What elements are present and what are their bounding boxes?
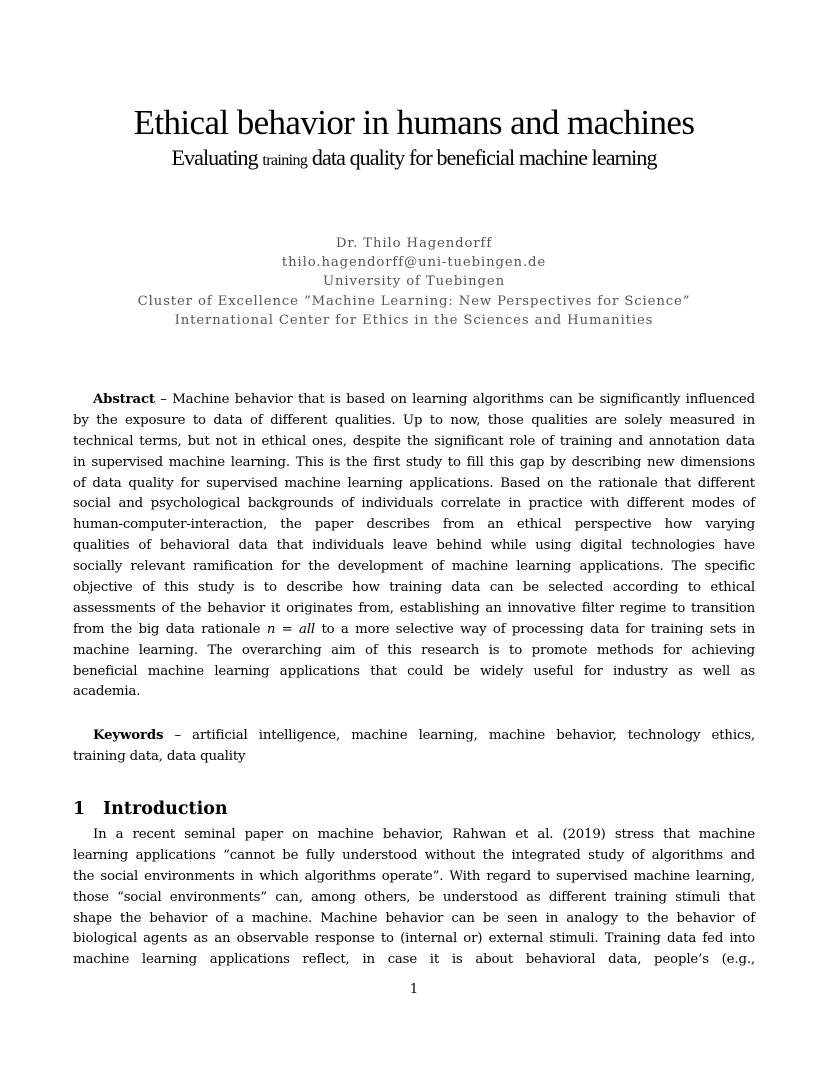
intro-paragraph [73,825,755,971]
intro-line: learning applications “cannot be fully understood without the integrated study of algorithms and [73,847,755,863]
abstract-line: by the exposure to data of different qualities. Up to now, those qualities are solely measured in [73,412,755,428]
section-title: Introduction [103,799,228,819]
abstract-line: qualities of behavioral data that individuals leave behind while using digital technologies have [73,538,755,554]
abstract-paragraph [73,390,755,703]
abstract-line: human-computer-interaction, the paper describes from an ethical perspective how varying [73,517,755,533]
abstract-line: from the big data rationale n = all to a more selective way of processing data for training sets in [73,621,755,637]
abstract-line: academia. [73,684,141,700]
intro-line: the social environments in which algorithms operate”. With regard to supervised machine learning, [73,868,755,884]
abstract-line: assessments of the behavior it originates from, establishing an innovative filter regime to transition [73,600,755,616]
abstract-line: social and psychological backgrounds of individuals correlate in practice with different modes of [73,496,755,512]
keywords-line: training data, data quality [73,748,246,764]
author-email: thilo.hagendorff@uni-tuebingen.de [281,255,547,271]
intro-line: machine learning applications reflect, in case it is about behavioral data, people’s (e.g., [73,952,755,968]
abstract-label: Abstract [93,392,155,407]
author-affiliation-university: University of Tuebingen [322,274,505,290]
intro-line: shape the behavior of a machine. Machine behavior can be seen in analogy to the behavior of [73,910,755,926]
author-affiliation-cluster: Cluster of Excellence “Machine Learning: New Perspectives for Science” [137,293,691,309]
author-affiliation-center: International Center for Ethics in the Sciences and Humanities [174,312,654,328]
abstract-line: beneficial machine learning applications that could be widely useful for industry as well as [73,663,755,679]
abstract-line: Abstract – Machine behavior that is based on learning algorithms can be significantly influenced [93,392,755,407]
subtitle-part-before: Evaluating [171,145,263,170]
page-number: 1 [409,982,419,997]
keywords-line: Keywords – artificial intelligence, machine learning, machine behavior, technology ethics, [93,728,755,743]
paper-title: Ethical behavior in humans and machines [133,103,695,142]
paper-subtitle [0,145,828,174]
abstract-line: machine learning. The overarching aim of this research is to promote methods for achieving [73,642,755,658]
intro-line: those “social environments” can, among others, be understood as different training stimuli that [73,889,755,905]
section-heading [73,797,228,821]
abstract-line: socially relevant ramification for the development of machine learning applications. The specific [73,559,755,575]
abstract-line: technical terms, but not in ethical ones, despite the significant role of training and annotation data [73,433,755,449]
section-number: 1 [73,799,86,819]
author-name: Dr. Thilo Hagendorff [335,236,493,251]
abstract-italic-formula: n = all [266,621,316,637]
intro-line: In a recent seminal paper on machine behavior, Rahwan et al. (2019) stress that machine [93,827,755,842]
abstract-line: objective of this study is to describe how training data can be selected according to ethical [73,580,755,596]
intro-line: biological agents as an observable response to (internal or) external stimuli. Training data fed into [73,931,755,947]
subtitle-part-after: data quality for beneficial machine learning [307,145,657,170]
author-block [0,234,828,330]
abstract-line: in supervised machine learning. This is the first study to fill this gap by describing new dimensions [73,454,755,470]
keywords-paragraph [73,726,755,768]
abstract-line: of data quality for supervised machine learning applications. Based on the rationale that different [73,475,755,491]
keywords-label: Keywords [93,728,164,743]
subtitle-part-small: training [262,152,308,169]
